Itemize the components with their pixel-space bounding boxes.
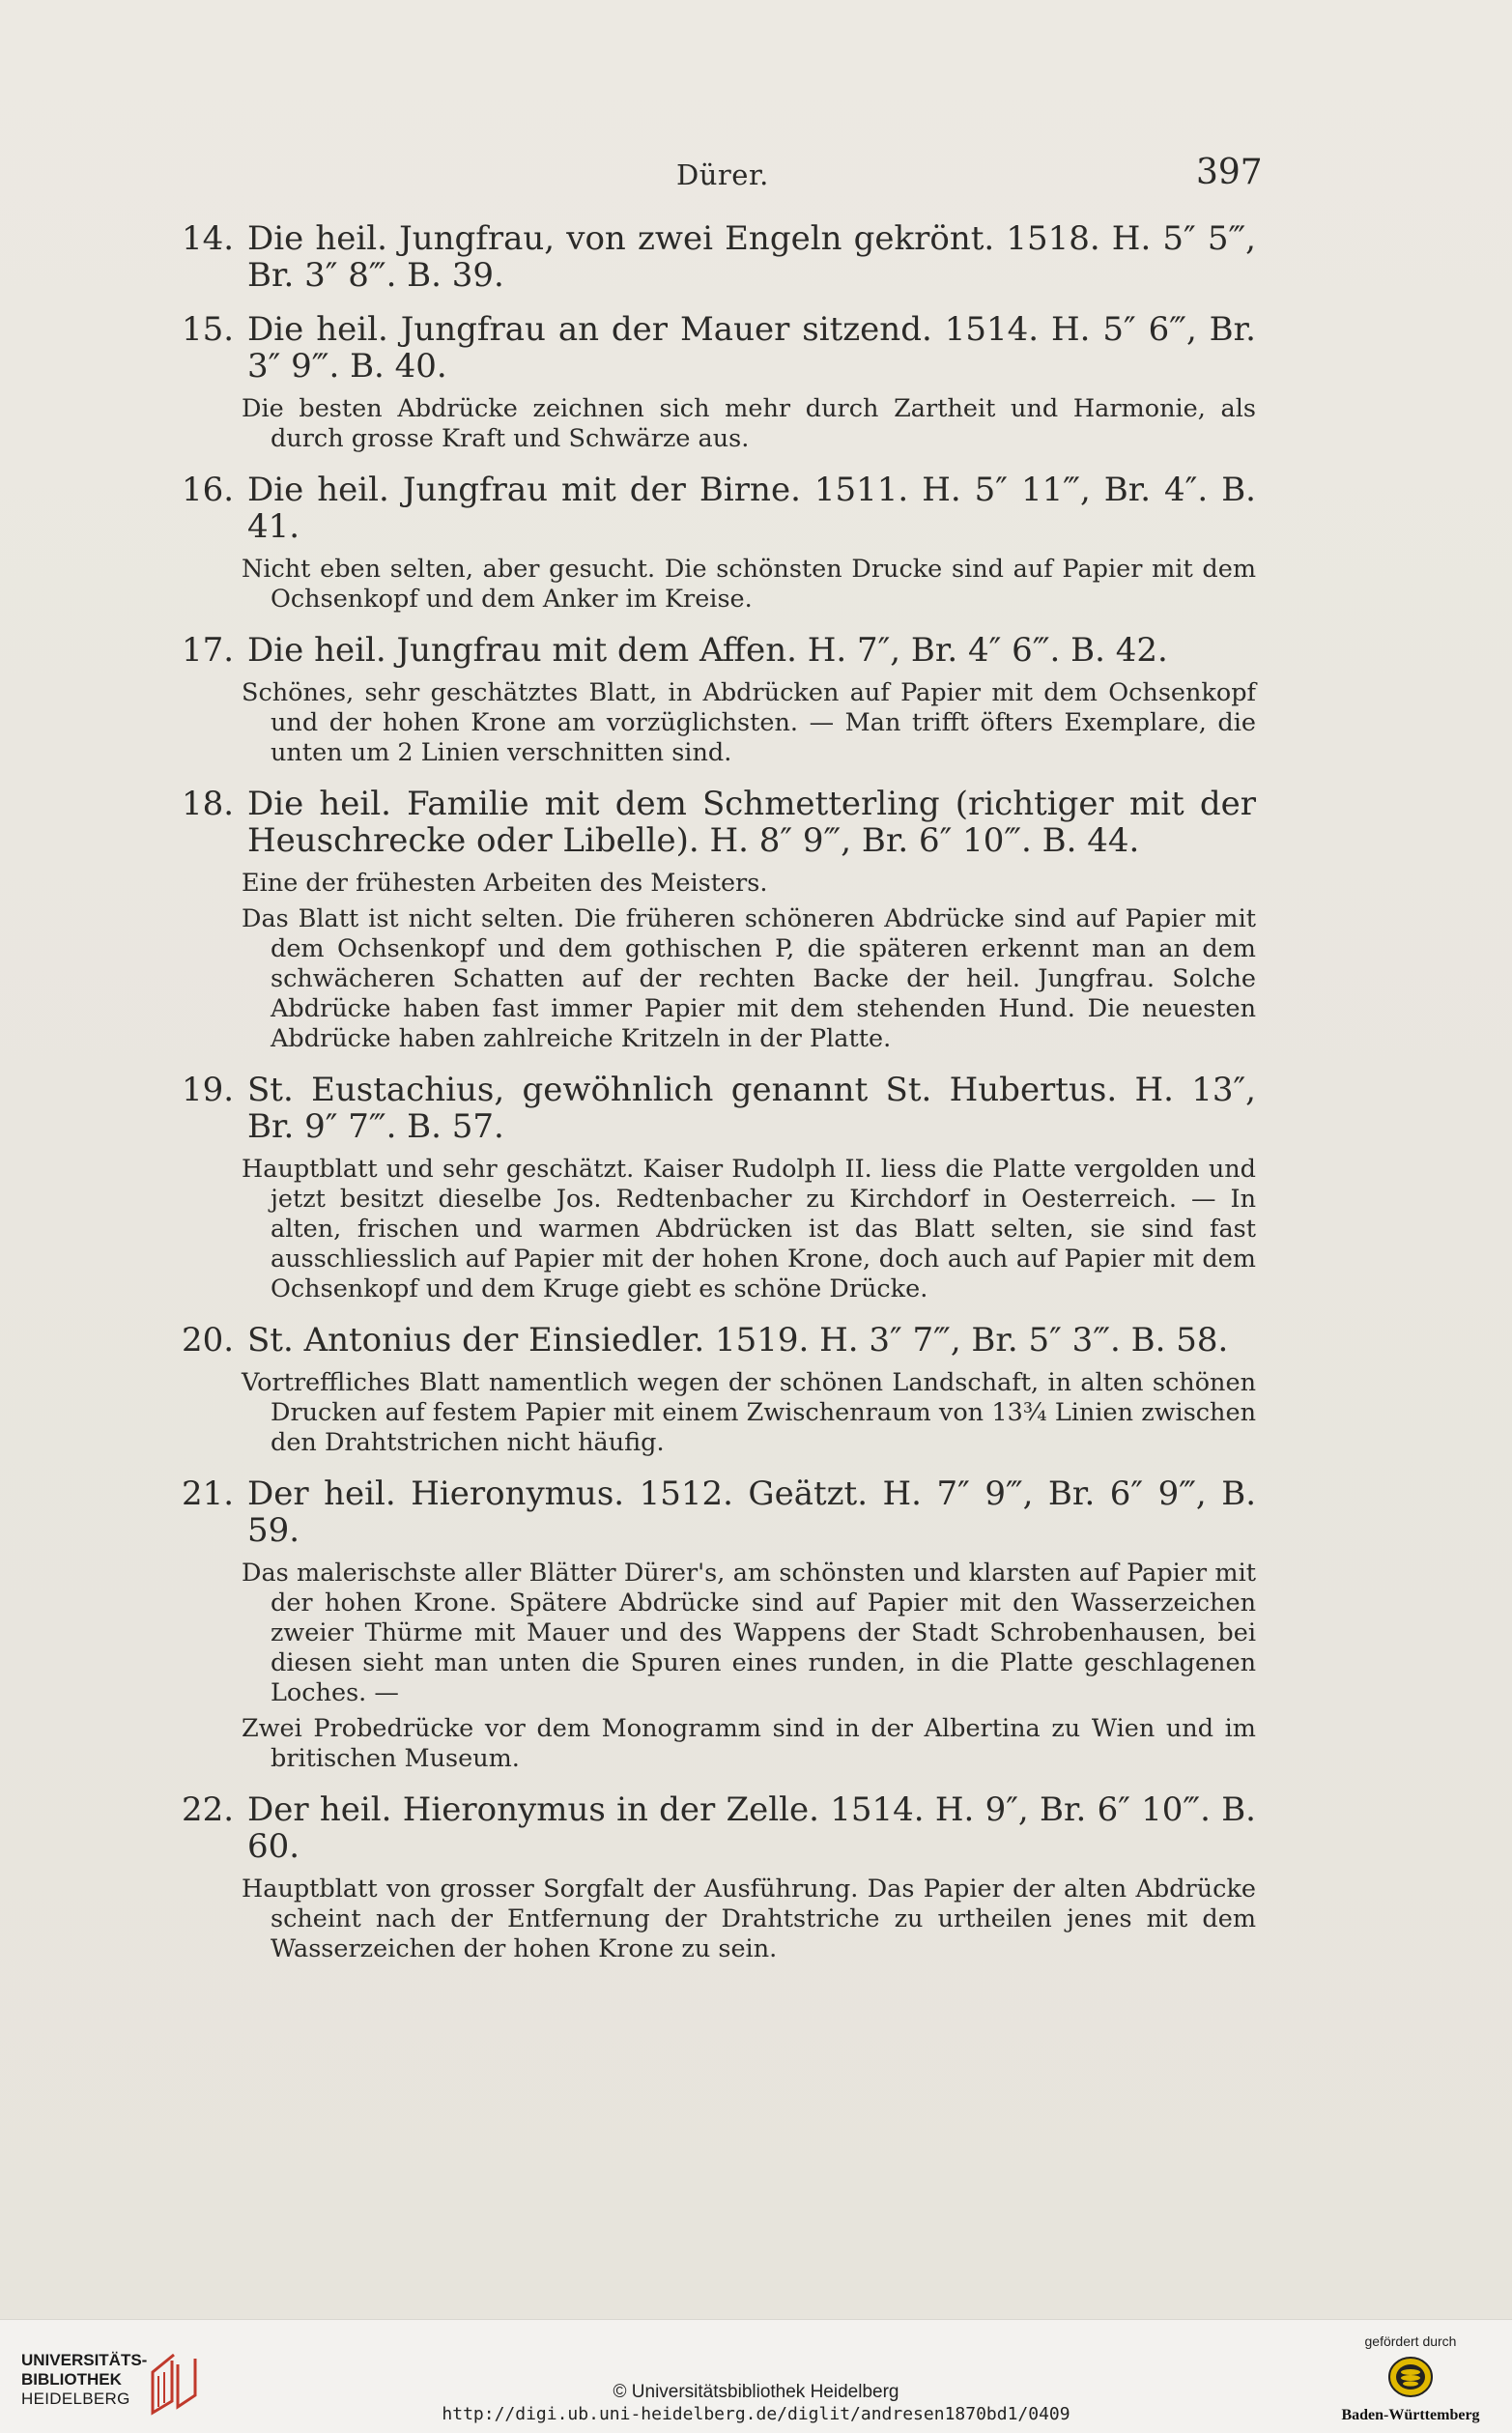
permalink-url[interactable]: http://digi.ub.uni-heidelberg.de/diglit/andresen1870bd1/0409	[442, 2404, 1070, 2424]
catalog-entry	[182, 1322, 1256, 1458]
entry-title	[182, 1791, 1256, 1865]
digitization-footer	[0, 2319, 1512, 2433]
entry-number: 16.	[182, 471, 235, 509]
catalog-entry	[182, 1475, 1256, 1774]
entry-number: 17.	[182, 631, 235, 670]
entry-number: 20.	[182, 1321, 235, 1360]
library-name: UNIVERSITÄTS- BIBLIOTHEK HEIDELBERG	[21, 2351, 148, 2408]
entry-note: Schönes, sehr geschätztes Blatt, in Abdrücken auf Papier mit dem Ochsenkopf und der hohen Krone am vorzüglichsten. — Man trifft öfters Exemplare, die unten um 2 Linien verschnitten sind.	[242, 678, 1256, 767]
entry-note: Das Blatt ist nicht selten. Die früheren schöneren Abdrücke sind auf Papier mit dem Ochsenkopf und dem gothischen P, die späteren erkennt man an dem schwächeren Schatten auf der rechten Backe der heil. Jungfrau. Solche Abdrücke haben fast immer Papier mit dem stehenden Hund. Die neuesten Abdrücke haben zahlreiche Kritzeln in der Platte.	[242, 904, 1256, 1053]
entry-title-text: Die heil. Jungfrau mit dem Affen. H. 7″, Br. 4″ 6‴. B. 42.	[247, 631, 1168, 670]
catalog-entry	[182, 632, 1256, 768]
entry-number: 15.	[182, 310, 235, 349]
entry-title-text: Die heil. Jungfrau, von zwei Engeln gekrönt. 1518. H. 5″ 5‴, Br. 3″ 8‴. B. 39.	[247, 219, 1256, 295]
entry-note: Hauptblatt und sehr geschätzt. Kaiser Rudolph II. liess die Platte vergolden und jetzt besitzt dieselbe Jos. Redtenbacher zu Kirchdorf in Oesterreich. — In alten, frischen und warmen Abdrücken ist das Blatt selten, sie sind fast ausschliesslich auf Papier mit der hohen Krone, doch auch auf Papier mit dem Ochsenkopf und dem Kruge giebt es schöne Drücke.	[242, 1155, 1256, 1303]
entry-title-text: Der heil. Hieronymus in der Zelle. 1514. H. 9″, Br. 6″ 10‴. B. 60.	[247, 1790, 1256, 1866]
entry-number: 21.	[182, 1474, 235, 1513]
entry-title-text: Der heil. Hieronymus. 1512. Geätzt. H. 7″ 9‴, Br. 6″ 9‴, B. 59.	[247, 1474, 1256, 1550]
entry-title-text: St. Antonius der Einsiedler. 1519. H. 3″ 7‴, Br. 5″ 3‴. B. 58.	[247, 1321, 1229, 1360]
entry-title	[182, 1322, 1256, 1359]
entry-note: Vortreffliches Blatt namentlich wegen der schönen Landschaft, in alten schönen Drucken auf festem Papier mit einem Zwischenraum von 13¾ Linien zwischen den Drahtstrichen nicht häufig.	[242, 1368, 1256, 1457]
catalog-entry	[182, 311, 1256, 454]
entry-title-text: St. Eustachius, gewöhnlich genannt St. Hubertus. H. 13″, Br. 9″ 7‴. B. 57.	[247, 1071, 1256, 1146]
sponsor-label: gefördert durch	[1364, 2333, 1457, 2349]
entry-title	[182, 632, 1256, 669]
catalog-entry	[182, 220, 1256, 294]
copyright-notice: © Universitätsbibliothek Heidelberg	[613, 2382, 899, 2402]
entry-title	[182, 311, 1256, 385]
sponsor-name: Baden-Württemberg	[1341, 2407, 1480, 2423]
running-head: Dürer.	[676, 158, 769, 191]
entry-title	[182, 786, 1256, 859]
catalog-entry	[182, 786, 1256, 1054]
entry-number: 18.	[182, 785, 235, 823]
catalog-entries	[182, 220, 1256, 1982]
page-number: 397	[1196, 153, 1263, 192]
entry-title	[182, 1475, 1256, 1549]
state-crest-icon	[1386, 2353, 1435, 2401]
entry-title	[182, 472, 1256, 545]
sponsor-block[interactable]	[1333, 2333, 1488, 2424]
entry-number: 14.	[182, 219, 235, 258]
entry-title	[182, 1072, 1256, 1145]
entry-note: Nicht eben selten, aber gesucht. Die schönsten Drucke sind auf Papier mit dem Ochsenkopf und dem Anker im Kreise.	[242, 555, 1256, 614]
entry-note: Hauptblatt von grosser Sorgfalt der Ausführung. Das Papier der alten Abdrücke scheint nach der Entfernung der Drahtstriche zu urtheilen jenes mit dem Wasserzeichen der hohen Krone zu sein.	[242, 1875, 1256, 1963]
entry-title-text: Die heil. Jungfrau an der Mauer sitzend. 1514. H. 5″ 6‴, Br. 3″ 9‴. B. 40.	[247, 310, 1256, 386]
entry-title-text: Die heil. Familie mit dem Schmetterling (richtiger mit der Heuschrecke oder Libelle). H. 8″ 9‴, Br. 6″ 10‴. B. 44.	[247, 785, 1256, 860]
entry-title	[182, 220, 1256, 294]
entry-number: 22.	[182, 1790, 235, 1829]
catalog-entry	[182, 1072, 1256, 1304]
entry-number: 19.	[182, 1071, 235, 1109]
entry-note: Eine der frühesten Arbeiten des Meisters.	[242, 869, 768, 898]
catalog-entry	[182, 472, 1256, 615]
page-header	[0, 153, 1512, 201]
catalog-entry	[182, 1791, 1256, 1964]
entry-note: Das malerischste aller Blätter Dürer's, am schönsten und klarsten auf Papier mit der hohen Krone. Spätere Abdrücke sind auf Papier mit den Wasserzeichen zweier Thürme mit Mauer und des Wappens der Stadt Schrobenhausen, bei diesen sieht man unten die Spuren eines runden, in die Platte geschlagenen Loches. —	[242, 1559, 1256, 1707]
entry-title-text: Die heil. Jungfrau mit der Birne. 1511. H. 5″ 11‴, Br. 4″. B. 41.	[247, 471, 1256, 546]
entry-note: Zwei Probedrücke vor dem Monogramm sind in der Albertina zu Wien und im britischen Museum.	[242, 1714, 1256, 1773]
entry-note: Die besten Abdrücke zeichnen sich mehr durch Zartheit und Harmonie, als durch grosse Kraft und Schwärze aus.	[242, 394, 1256, 453]
